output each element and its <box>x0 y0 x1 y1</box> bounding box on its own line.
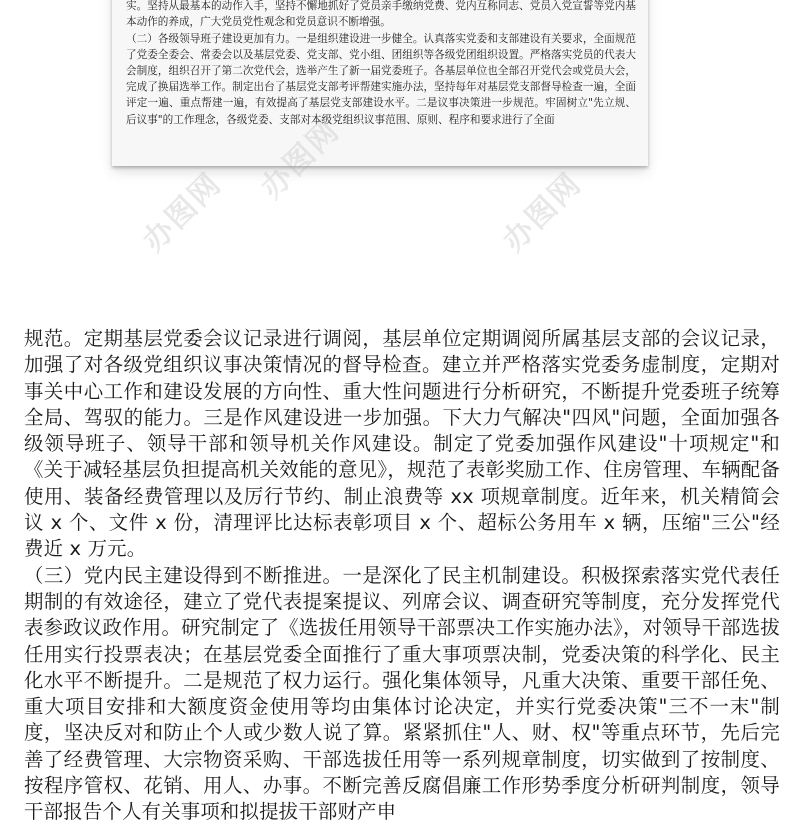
preview-paragraph: 实。坚持从最基本的动作入手，坚持不懈地抓好了党员亲手缴纳党费、党内互称同志、党员入党宣誓等党内基本动作的养成，广大党员党性观念和党员意识不断增强。 <box>126 0 636 29</box>
document-preview-card <box>112 0 648 166</box>
watermark: 办图网 <box>136 166 229 259</box>
watermark: 办图网 <box>496 166 589 259</box>
watermark: 办图网 <box>254 113 347 206</box>
preview-paragraph: （二）各级领导班子建设更加有力。一是组织建设进一步健全。认真落实党委和支部建设有关要求，全面规范了党委全委会、常委会以及基层党委、党支部、党小组、团组织等各级党团组织设置。严格落实党员的代表大会制度，组织召开了第二次党代会，选举产生了新一届党委班子。各基层单位也全部召开党代会或党员大会，完成了换届选举工作。制定出台了基层党支部考评帮建实施办法，坚持每年对基层党支部督导检查一遍，全面评定一遍、重点帮建一遍，有效提高了基层党支部建设水平。二是议事决策进一步规范。牢固树立"先立规、后议事"的工作理念，各级党委、支部对本级党组织议事范围、原则、程序和要求进行了全面 <box>126 32 636 126</box>
body-paragraph: （三）党内民主建设得到不断推进。一是深化了民主机制建设。积极探索落实党代表任期制的有效途径，建立了党代表提案提议、列席会议、调查研究等制度，充分发挥党代表参政议政作用。研究制定了《选拔任用领导干部票决工作实施办法》，对领导干部选拔任用实行投票表决；在基层党委全面推行了重大事项票决制，党委决策的科学化、民主化水平不断提升。二是规范了权力运行。强化集体领导，凡重大决策、重要干部任免、重大项目安排和大额度资金使用等均由集体讨论决定，并实行党委决策"三不一末"制度，坚决反对和防止个人或少数人说了算。紧紧抓住"人、财、权"等重点环节，先后完善了经费管理、大宗物资采购、干部选拔任用等一系列规章制度，切实做到了按制度、按程序管权、花销、用人、办事。不断完善反腐倡廉工作形势季度分析研判制度，领导干部报告个人有关事项和拟提拔干部财产申 <box>24 563 780 824</box>
preview-text-block <box>126 0 636 128</box>
document-body <box>24 326 780 826</box>
body-paragraph: 规范。定期基层党委会议记录进行调阅，基层单位定期调阅所属基层支部的会议记录，加强了对各级党组织议事决策情况的督导检查。建立并严格落实党委务虚制度，定期对事关中心工作和建设发展的方向性、重大性问题进行分析研究，不断提升党委班子统筹全局、驾驭的能力。三是作风建设进一步加强。下大力气解决"四风"问题，全面加强各级领导班子、领导干部和领导机关作风建设。制定了党委加强作风建设"十项规定"和《关于减轻基层负担提高机关效能的意见》，规范了表彰奖励工作、住房管理、车辆配备使用、装备经费管理以及厉行节约、制止浪费等 xx 项规章制度。近年来，机关精简会议 x 个、文件 x 份，清理评比达标表彰项目 x 个、超标公务用车 x 辆，压缩"三公"经费近 x 万元。 <box>24 327 780 561</box>
